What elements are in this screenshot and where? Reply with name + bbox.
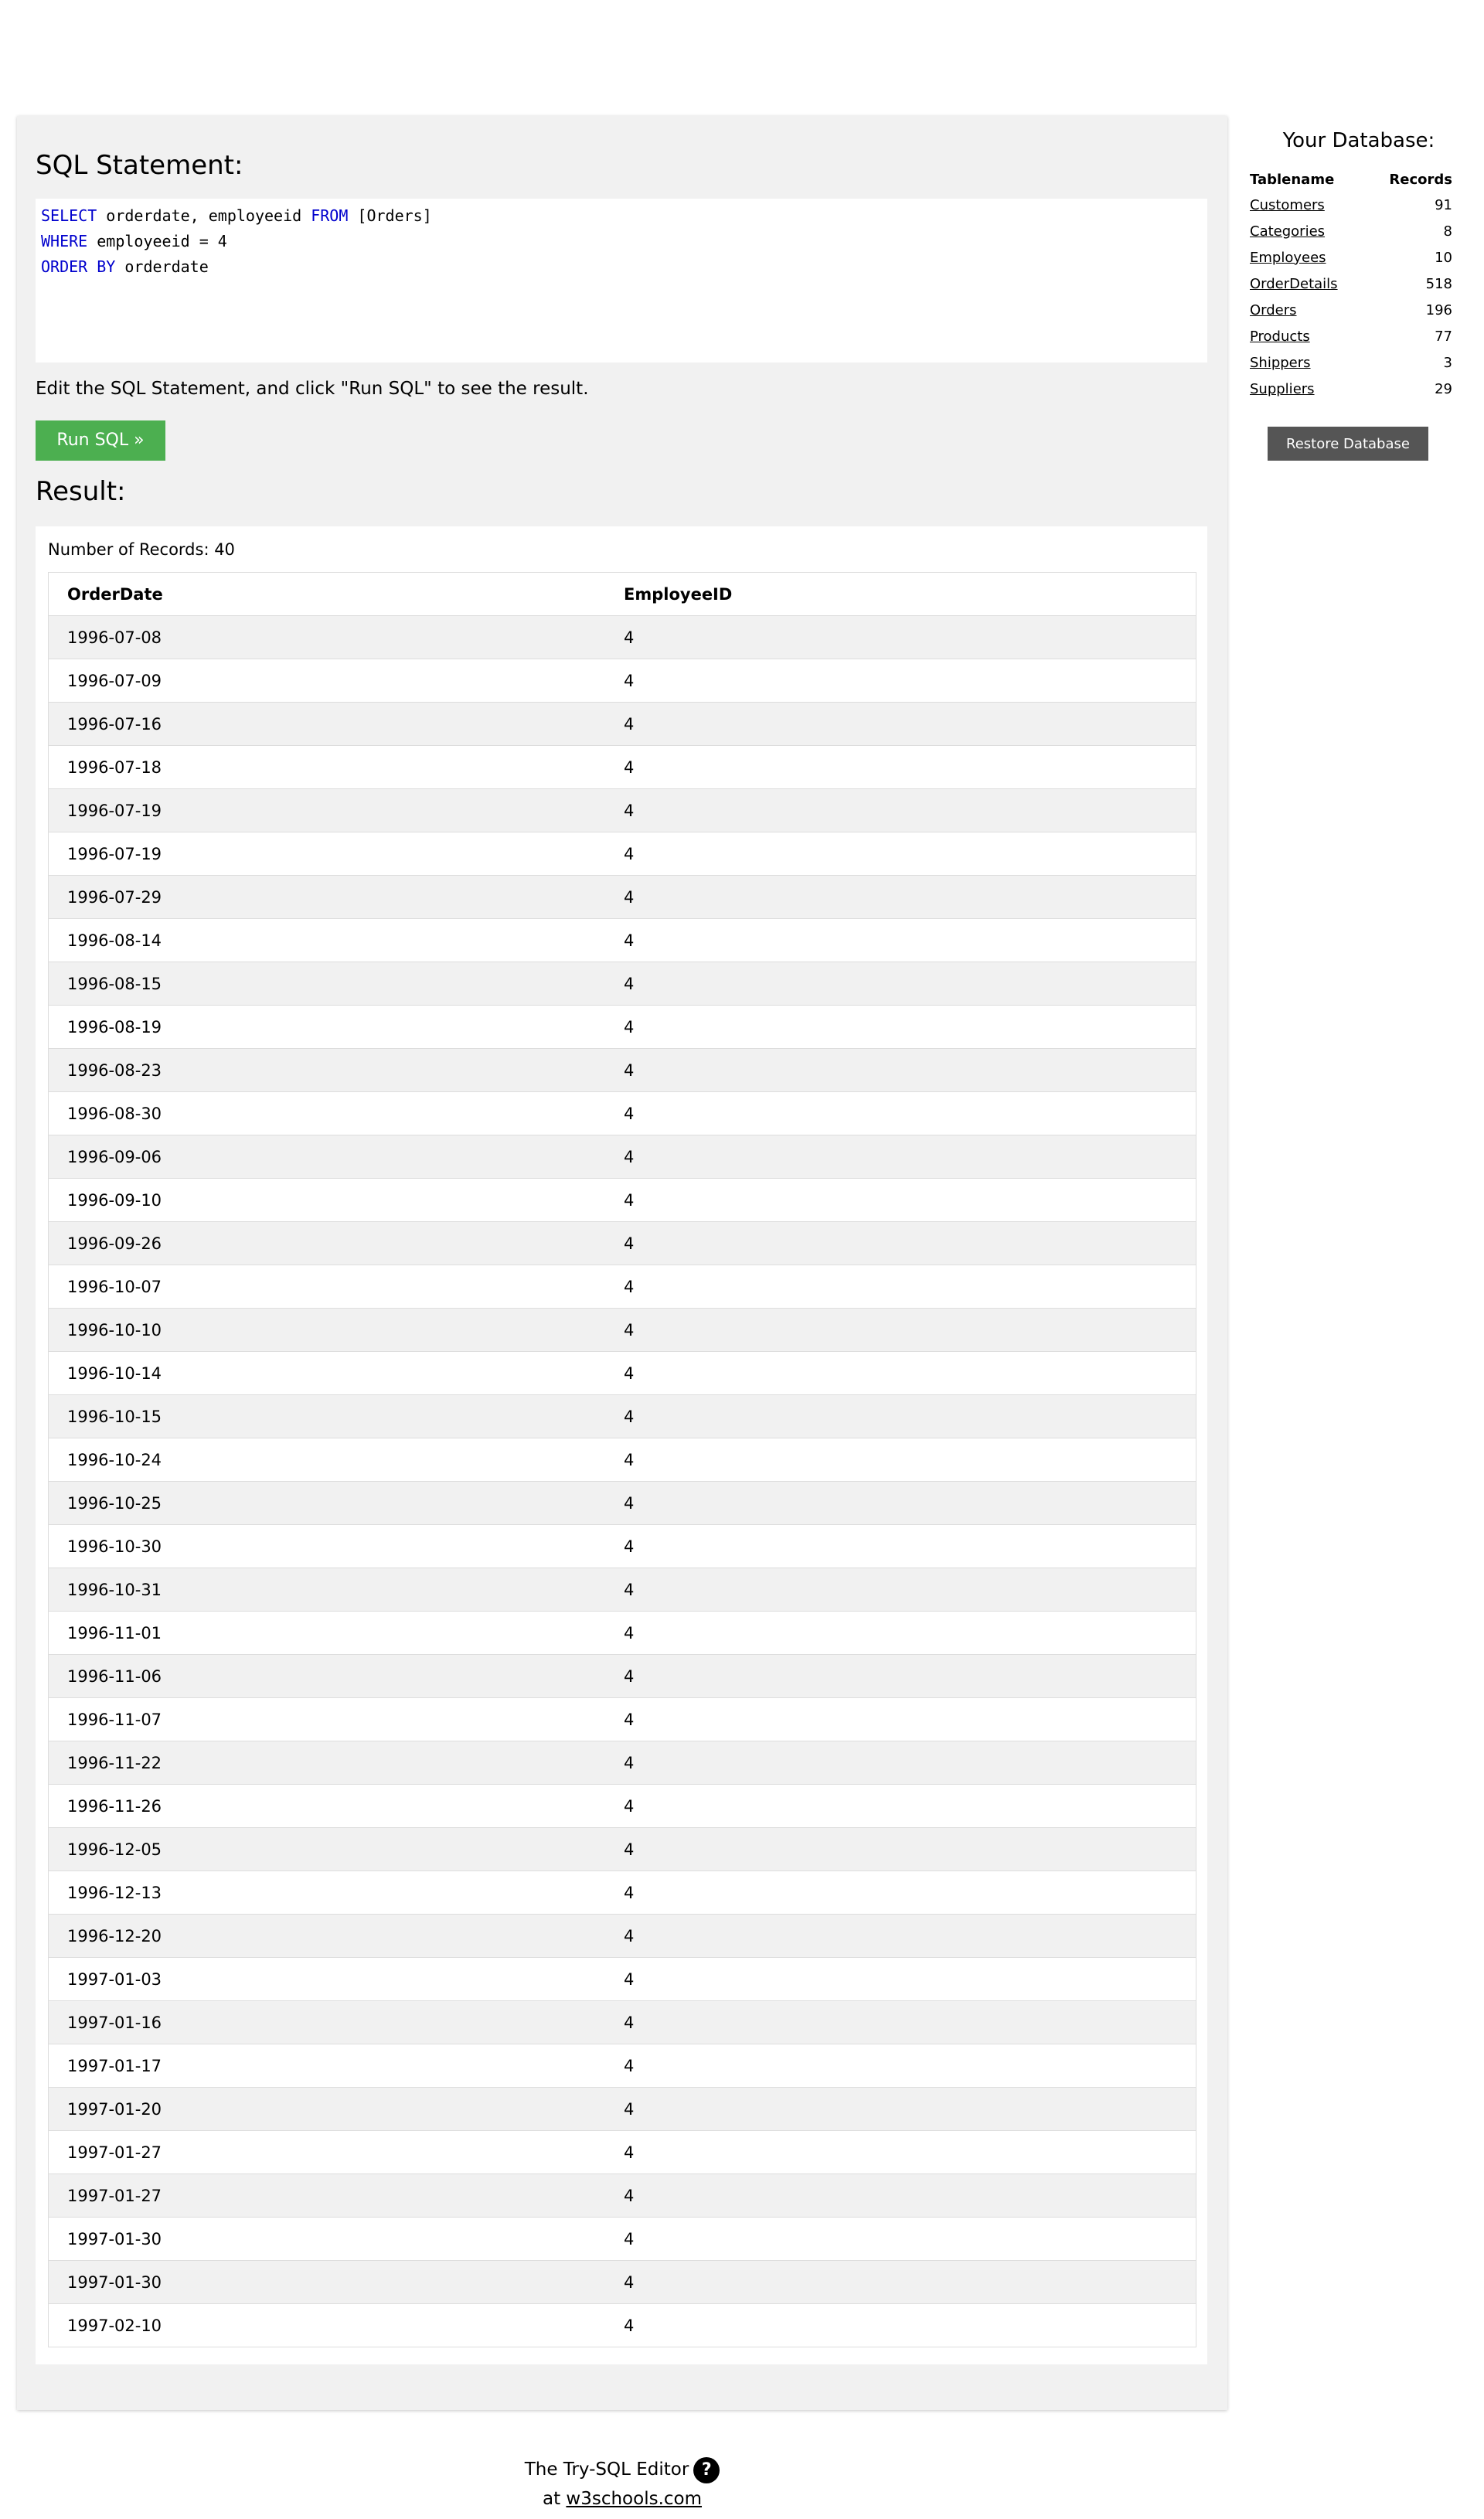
table-row xyxy=(49,616,1196,659)
employeeid-cell: 4 xyxy=(605,2261,1196,2304)
orderdate-cell: 1996-11-26 xyxy=(49,1785,606,1828)
table-row xyxy=(49,1395,1196,1438)
db-table-row xyxy=(1249,349,1453,376)
db-table-row xyxy=(1249,218,1453,244)
orderdate-cell: 1996-10-14 xyxy=(49,1352,606,1395)
employeeid-cell: 4 xyxy=(605,1135,1196,1179)
db-table-link-employees[interactable]: Employees xyxy=(1250,249,1326,266)
table-row xyxy=(49,1525,1196,1568)
orderdate-cell: 1997-02-10 xyxy=(49,2304,606,2347)
db-table-row xyxy=(1249,192,1453,218)
orderdate-cell: 1996-10-30 xyxy=(49,1525,606,1568)
employeeid-cell: 4 xyxy=(605,1785,1196,1828)
employeeid-cell: 4 xyxy=(605,1309,1196,1352)
orderdate-cell: 1997-01-30 xyxy=(49,2218,606,2261)
table-row xyxy=(49,1309,1196,1352)
table-row xyxy=(49,1958,1196,2001)
employeeid-cell: 4 xyxy=(605,703,1196,746)
edit-hint-text: Edit the SQL Statement, and click "Run SQL" to see the result. xyxy=(36,379,589,399)
table-row xyxy=(49,1352,1196,1395)
employeeid-cell: 4 xyxy=(605,832,1196,876)
employeeid-cell: 4 xyxy=(605,1871,1196,1915)
orderdate-cell: 1997-01-20 xyxy=(49,2088,606,2131)
db-table-name-cell xyxy=(1249,349,1367,376)
employeeid-cell: 4 xyxy=(605,1525,1196,1568)
your-database-heading: Your Database: xyxy=(1282,129,1435,152)
employeeid-cell: 4 xyxy=(605,1915,1196,1958)
table-row xyxy=(49,1698,1196,1741)
table-row xyxy=(49,789,1196,832)
db-table-name-cell xyxy=(1249,323,1367,349)
orderdate-cell: 1996-09-10 xyxy=(49,1179,606,1222)
orderdate-cell: 1996-07-19 xyxy=(49,789,606,832)
w3schools-link[interactable]: w3schools.com xyxy=(566,2489,703,2509)
orderdate-cell: 1996-10-25 xyxy=(49,1482,606,1525)
db-table-row xyxy=(1249,376,1453,402)
db-table-link-shippers[interactable]: Shippers xyxy=(1250,354,1311,371)
orderdate-cell: 1996-07-09 xyxy=(49,659,606,703)
db-table-header-row xyxy=(1249,167,1453,192)
sql-line xyxy=(41,254,1202,280)
employeeid-cell: 4 xyxy=(605,2044,1196,2088)
db-table-name-cell xyxy=(1249,376,1367,402)
table-row xyxy=(49,1785,1196,1828)
sql-text: orderdate, employeeid xyxy=(97,206,311,225)
orderdate-cell: 1996-09-26 xyxy=(49,1222,606,1265)
db-record-count-cell: 29 xyxy=(1435,380,1452,397)
table-row xyxy=(49,1092,1196,1135)
orderdate-cell: 1996-07-16 xyxy=(49,703,606,746)
table-row xyxy=(49,1179,1196,1222)
employeeid-cell: 4 xyxy=(605,1698,1196,1741)
table-row xyxy=(49,2261,1196,2304)
column-header-employeeid: EmployeeID xyxy=(605,573,1196,616)
employeeid-cell: 4 xyxy=(605,659,1196,703)
db-table-row xyxy=(1249,244,1453,271)
db-table-link-categories[interactable]: Categories xyxy=(1250,223,1326,240)
table-row xyxy=(49,1222,1196,1265)
table-row xyxy=(49,1568,1196,1612)
sql-statement-heading: SQL Statement: xyxy=(36,150,243,181)
orderdate-cell: 1996-07-08 xyxy=(49,616,606,659)
sql-keyword: WHERE xyxy=(41,232,88,250)
table-row xyxy=(49,2174,1196,2218)
footer-site-line xyxy=(0,2484,1244,2514)
orderdate-cell: 1996-11-01 xyxy=(49,1612,606,1655)
employeeid-cell: 4 xyxy=(605,1352,1196,1395)
orderdate-cell: 1997-01-27 xyxy=(49,2174,606,2218)
db-table-link-customers[interactable]: Customers xyxy=(1250,196,1325,213)
db-table-name-cell xyxy=(1249,244,1367,271)
db-table-link-orderdetails[interactable]: OrderDetails xyxy=(1250,275,1338,292)
employeeid-cell: 4 xyxy=(605,919,1196,962)
table-row xyxy=(49,1006,1196,1049)
table-row xyxy=(49,832,1196,876)
db-table-link-orders[interactable]: Orders xyxy=(1250,301,1297,318)
sql-text: [Orders] xyxy=(348,206,432,225)
db-table-link-suppliers[interactable]: Suppliers xyxy=(1250,380,1315,397)
table-row xyxy=(49,962,1196,1006)
orderdate-cell: 1996-08-23 xyxy=(49,1049,606,1092)
db-record-count-cell: 91 xyxy=(1435,196,1452,213)
db-table-name-cell xyxy=(1249,192,1367,218)
employeeid-cell: 4 xyxy=(605,2174,1196,2218)
record-count: Number of Records: 40 xyxy=(48,540,235,559)
footer-editor-label: The Try-SQL Editor xyxy=(524,2459,689,2480)
main-panel xyxy=(17,116,1227,2410)
records-header: Records xyxy=(1389,171,1452,188)
orderdate-cell: 1997-01-27 xyxy=(49,2131,606,2174)
orderdate-cell: 1996-10-10 xyxy=(49,1309,606,1352)
table-row xyxy=(49,2001,1196,2044)
table-row xyxy=(49,919,1196,962)
table-row xyxy=(49,703,1196,746)
employeeid-cell: 4 xyxy=(605,1092,1196,1135)
table-header-row xyxy=(49,573,1196,616)
employeeid-cell: 4 xyxy=(605,616,1196,659)
sql-line xyxy=(41,203,1202,229)
table-row xyxy=(49,1828,1196,1871)
employeeid-cell: 4 xyxy=(605,2088,1196,2131)
footer-editor-line xyxy=(0,2455,1244,2484)
employeeid-cell: 4 xyxy=(605,1395,1196,1438)
database-sidebar xyxy=(1249,116,1453,461)
orderdate-cell: 1996-08-19 xyxy=(49,1006,606,1049)
table-row xyxy=(49,1438,1196,1482)
orderdate-cell: 1996-12-20 xyxy=(49,1915,606,1958)
employeeid-cell: 4 xyxy=(605,1049,1196,1092)
orderdate-cell: 1996-11-22 xyxy=(49,1741,606,1785)
db-record-count-cell: 77 xyxy=(1435,328,1452,345)
db-table-row xyxy=(1249,323,1453,349)
orderdate-cell: 1996-10-31 xyxy=(49,1568,606,1612)
orderdate-cell: 1996-10-15 xyxy=(49,1395,606,1438)
employeeid-cell: 4 xyxy=(605,1568,1196,1612)
orderdate-cell: 1997-01-17 xyxy=(49,2044,606,2088)
db-table-row xyxy=(1249,297,1453,323)
employeeid-cell: 4 xyxy=(605,1828,1196,1871)
table-row xyxy=(49,1871,1196,1915)
employeeid-cell: 4 xyxy=(605,1958,1196,2001)
orderdate-cell: 1996-11-06 xyxy=(49,1655,606,1698)
table-row xyxy=(49,2044,1196,2088)
employeeid-cell: 4 xyxy=(605,746,1196,789)
employeeid-cell: 4 xyxy=(605,2131,1196,2174)
db-table-name-cell xyxy=(1249,297,1367,323)
database-tables-list xyxy=(1249,167,1453,402)
employeeid-cell: 4 xyxy=(605,1612,1196,1655)
table-row xyxy=(49,1265,1196,1309)
column-header-orderdate: OrderDate xyxy=(49,573,606,616)
table-row xyxy=(49,1612,1196,1655)
orderdate-cell: 1996-12-13 xyxy=(49,1871,606,1915)
result-table xyxy=(48,572,1196,2347)
employeeid-cell: 4 xyxy=(605,2218,1196,2261)
footer xyxy=(0,2455,1244,2514)
orderdate-cell: 1997-01-03 xyxy=(49,1958,606,2001)
db-record-count-cell: 196 xyxy=(1425,301,1452,318)
orderdate-cell: 1996-07-18 xyxy=(49,746,606,789)
orderdate-cell: 1996-07-29 xyxy=(49,876,606,919)
sql-text: employeeid = 4 xyxy=(87,232,227,250)
tablename-header: Tablename xyxy=(1250,171,1335,188)
table-row xyxy=(49,1135,1196,1179)
employeeid-cell: 4 xyxy=(605,789,1196,832)
orderdate-cell: 1997-01-30 xyxy=(49,2261,606,2304)
db-table-name-cell xyxy=(1249,271,1367,297)
db-record-count-cell: 3 xyxy=(1443,354,1452,371)
sql-keyword: SELECT xyxy=(41,206,97,225)
orderdate-cell: 1997-01-16 xyxy=(49,2001,606,2044)
orderdate-cell: 1996-12-05 xyxy=(49,1828,606,1871)
orderdate-cell: 1996-09-06 xyxy=(49,1135,606,1179)
db-table-name-cell xyxy=(1249,218,1367,244)
orderdate-cell: 1996-07-19 xyxy=(49,832,606,876)
sql-keyword: FROM xyxy=(311,206,349,225)
table-row xyxy=(49,1482,1196,1525)
db-table-row xyxy=(1249,271,1453,297)
employeeid-cell: 4 xyxy=(605,2001,1196,2044)
table-row xyxy=(49,659,1196,703)
result-panel xyxy=(36,526,1207,2364)
employeeid-cell: 4 xyxy=(605,1438,1196,1482)
db-table-link-products[interactable]: Products xyxy=(1250,328,1310,345)
table-row xyxy=(49,1655,1196,1698)
employeeid-cell: 4 xyxy=(605,876,1196,919)
db-record-count-cell: 518 xyxy=(1425,275,1452,292)
employeeid-cell: 4 xyxy=(605,1741,1196,1785)
employeeid-cell: 4 xyxy=(605,1222,1196,1265)
db-record-count-cell: 10 xyxy=(1435,249,1452,266)
orderdate-cell: 1996-10-07 xyxy=(49,1265,606,1309)
table-row xyxy=(49,2304,1196,2347)
sql-line xyxy=(41,229,1202,254)
restore-database-button[interactable]: Restore Database xyxy=(1268,427,1428,461)
question-mark-icon[interactable]: ? xyxy=(693,2457,720,2483)
sql-text: orderdate xyxy=(115,257,209,276)
table-row xyxy=(49,1915,1196,1958)
table-row xyxy=(49,2131,1196,2174)
orderdate-cell: 1996-11-07 xyxy=(49,1698,606,1741)
footer-at-label: at xyxy=(542,2489,561,2509)
result-heading: Result: xyxy=(36,476,126,507)
orderdate-cell: 1996-08-15 xyxy=(49,962,606,1006)
table-row xyxy=(49,1049,1196,1092)
sql-keyword: ORDER BY xyxy=(41,257,116,276)
result-table-body xyxy=(49,616,1196,2347)
employeeid-cell: 4 xyxy=(605,1265,1196,1309)
orderdate-cell: 1996-10-24 xyxy=(49,1438,606,1482)
table-row xyxy=(49,2218,1196,2261)
employeeid-cell: 4 xyxy=(605,1006,1196,1049)
employeeid-cell: 4 xyxy=(605,962,1196,1006)
table-row xyxy=(49,876,1196,919)
orderdate-cell: 1996-08-14 xyxy=(49,919,606,962)
run-sql-button[interactable]: Run SQL » xyxy=(36,420,165,461)
table-row xyxy=(49,2088,1196,2131)
db-record-count-cell: 8 xyxy=(1443,223,1452,240)
employeeid-cell: 4 xyxy=(605,1179,1196,1222)
employeeid-cell: 4 xyxy=(605,1655,1196,1698)
table-row xyxy=(49,746,1196,789)
table-row xyxy=(49,1741,1196,1785)
employeeid-cell: 4 xyxy=(605,1482,1196,1525)
employeeid-cell: 4 xyxy=(605,2304,1196,2347)
orderdate-cell: 1996-08-30 xyxy=(49,1092,606,1135)
sql-editor[interactable] xyxy=(36,199,1207,363)
db-table-body xyxy=(1249,192,1453,402)
